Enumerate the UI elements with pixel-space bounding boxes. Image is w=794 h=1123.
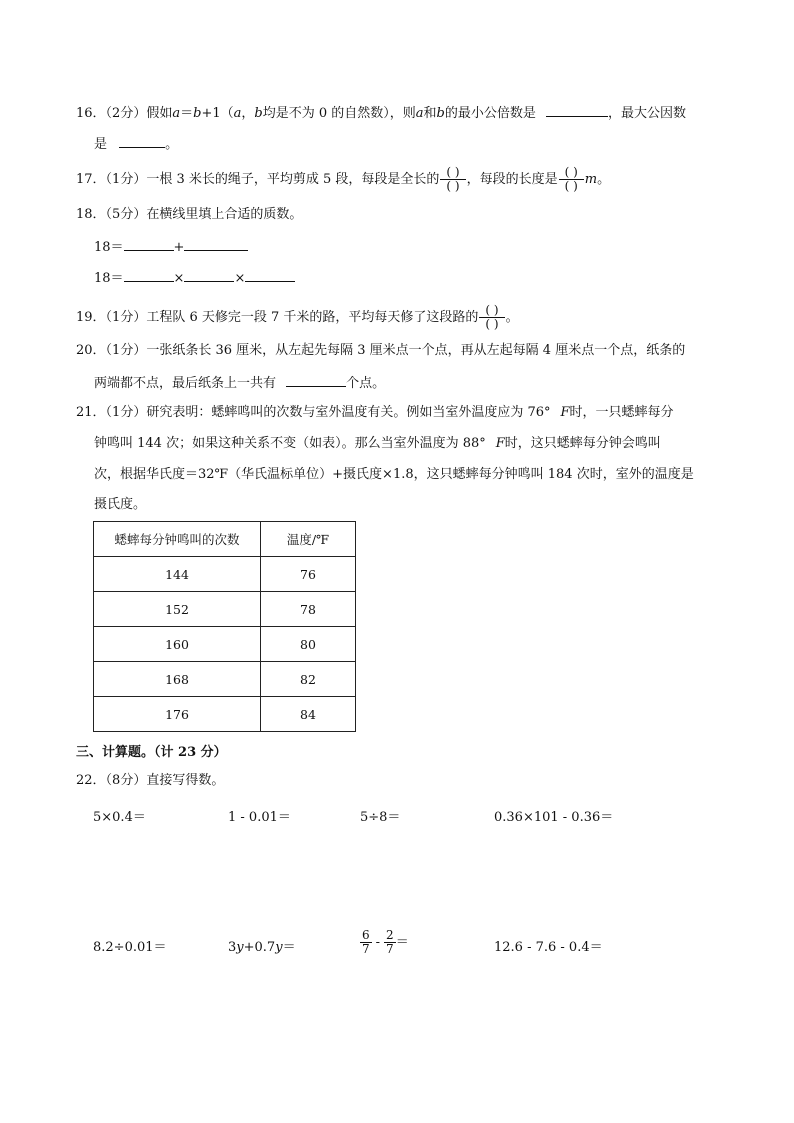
table-cell: 152 xyxy=(94,592,261,627)
table-header: 蟋蟀每分钟鸣叫的次数 xyxy=(94,522,261,557)
q16-plus1: +1（ xyxy=(201,106,234,121)
denominator-blank[interactable]: ( ) xyxy=(564,179,578,193)
question-19 xyxy=(76,304,519,331)
unit-F: F xyxy=(560,405,570,420)
question-16-line2 xyxy=(94,135,178,153)
answer-blank[interactable] xyxy=(184,269,234,282)
question-20-line1 xyxy=(76,343,685,359)
table-cell: 84 xyxy=(261,697,356,732)
q18-row1-lhs: 18＝ xyxy=(94,240,124,255)
var-a: a xyxy=(172,106,181,121)
table-row xyxy=(94,697,356,732)
var-y: y xyxy=(236,940,244,955)
calc-plus: +0.7 xyxy=(243,940,276,955)
denominator: 7 xyxy=(386,942,394,956)
table-row xyxy=(94,662,356,697)
table-cell: 160 xyxy=(94,627,261,662)
question-18 xyxy=(76,207,302,223)
question-21-line2 xyxy=(94,436,661,452)
q21-line3: 次，根据华氏度＝32℉（华氏温标单位）+摄氏度×1.8，这只蟋蟀每分钟鸣叫 184 次时，室外的温度是 xyxy=(94,467,694,482)
q16-condition: 均是不为 0 的自然数），则 xyxy=(262,106,416,121)
q19-text: 19．（1分）工程队 6 天修完一段 7 千米的路，平均每天修了这段路的 xyxy=(76,310,479,325)
fraction-blank[interactable] xyxy=(479,304,504,331)
answer-blank[interactable] xyxy=(286,374,346,387)
q17-text1: 17．（1分）一根 3 米长的绳子，平均剪成 5 段，每段是全长的 xyxy=(76,172,440,187)
numerator-blank[interactable]: ( ) xyxy=(440,166,465,180)
question-21-line3 xyxy=(94,467,694,483)
table-row xyxy=(94,592,356,627)
var-a: a xyxy=(415,106,424,121)
calc-item: 5×0.4＝ xyxy=(93,810,146,825)
minus-sign: - xyxy=(375,935,381,950)
plus-sign: + xyxy=(173,240,185,255)
fraction-blank[interactable] xyxy=(440,166,465,193)
question-20-line2 xyxy=(94,374,385,392)
calc-eq: ＝ xyxy=(395,935,409,950)
q19-end: 。 xyxy=(505,310,519,325)
answer-blank[interactable] xyxy=(124,269,174,282)
table-row xyxy=(94,557,356,592)
numerator: 6 xyxy=(362,928,370,942)
calc-item: 1 - 0.01＝ xyxy=(228,810,291,825)
times-sign: × xyxy=(234,271,246,286)
answer-blank[interactable] xyxy=(245,269,295,282)
q16-eq: ＝ xyxy=(180,106,194,121)
calc-coef: 3 xyxy=(228,940,237,955)
answer-blank-gcd[interactable] xyxy=(119,135,165,148)
answer-blank[interactable] xyxy=(184,238,248,251)
section-heading: 三、计算题。（计 23 分） xyxy=(76,745,227,760)
table-cell: 76 xyxy=(261,557,356,592)
q20-line2b: 个点。 xyxy=(346,376,386,391)
var-b: b xyxy=(193,106,202,121)
table-cell: 80 xyxy=(261,627,356,662)
denominator-blank[interactable]: ( ) xyxy=(485,317,499,331)
q16-prefix: 16．（2分）假如 xyxy=(76,106,173,121)
q16-and: 和 xyxy=(423,106,437,121)
question-16-line1 xyxy=(76,104,686,122)
answer-blank-lcm[interactable] xyxy=(546,104,608,117)
q18-row2 xyxy=(94,269,295,287)
question-22 xyxy=(76,773,224,789)
q18-row2-lhs: 18＝ xyxy=(94,271,124,286)
q22-text: 22．（8分）直接写得数。 xyxy=(76,773,225,788)
q20-line1: 20．（1分）一张纸条长 36 厘米，从左起先每隔 3 厘米点一个点，再从左起每隔 4 厘米点一个点，纸条的 xyxy=(76,343,686,358)
fraction-blank[interactable] xyxy=(559,166,584,193)
calc-item xyxy=(228,936,296,955)
question-17 xyxy=(76,166,610,193)
var-b: b xyxy=(436,106,445,121)
denominator-blank[interactable]: ( ) xyxy=(446,179,460,193)
table-cell: 82 xyxy=(261,662,356,697)
q21-line2b: 时，这只蟋蟀每分钟会鸣叫 xyxy=(504,436,661,451)
q16-line2-prefix: 是 xyxy=(94,137,108,152)
calc-item: 5÷8＝ xyxy=(360,810,401,825)
var-b: b xyxy=(254,106,263,121)
fraction xyxy=(360,929,372,956)
q17-text2: ，每段的长度是 xyxy=(466,172,558,187)
fraction xyxy=(384,929,396,956)
q17-end: 。 xyxy=(597,172,611,187)
calc-item: 12.6 - 7.6 - 0.4＝ xyxy=(494,940,603,955)
calc-eq: ＝ xyxy=(282,940,296,955)
q21-line4: 摄氏度。 xyxy=(94,497,147,512)
q21-line1b: 时，一只蟋蟀每分 xyxy=(569,405,674,420)
q18-row1 xyxy=(94,238,248,256)
times-sign: × xyxy=(173,271,185,286)
table-header: 温度/℉ xyxy=(261,522,356,557)
q16-line2-suffix: 。 xyxy=(165,137,179,152)
answer-blank[interactable] xyxy=(124,238,174,251)
table-cell: 168 xyxy=(94,662,261,697)
numerator-blank[interactable]: ( ) xyxy=(479,304,504,318)
q21-line2a: 钟鸣叫 144 次；如果这种关系不变（如表）。那么当室外温度为 88° xyxy=(94,436,486,451)
q16-lcm-text: 的最小公倍数是 xyxy=(444,106,536,121)
table-cell: 176 xyxy=(94,697,261,732)
table-header-row xyxy=(94,522,356,557)
table-cell: 78 xyxy=(261,592,356,627)
var-y: y xyxy=(275,940,283,955)
question-21-line4 xyxy=(94,497,146,513)
table-cell: 144 xyxy=(94,557,261,592)
q21-line1a: 21．（1分）研究表明：蟋蟀鸣叫的次数与室外温度有关。例如当室外温度应为 76° xyxy=(76,405,551,420)
q18-text: 18．（5分）在横线里填上合适的质数。 xyxy=(76,207,303,222)
var-a: a xyxy=(233,106,242,121)
q20-line2a: 两端都不点，最后纸条上一共有 xyxy=(94,376,277,391)
denominator: 7 xyxy=(362,942,370,956)
question-21-line1 xyxy=(76,405,674,421)
numerator: 2 xyxy=(386,928,394,942)
unit-F: F xyxy=(495,436,505,451)
q16-comma: ， xyxy=(241,106,255,121)
unit-m: m xyxy=(584,172,598,187)
calc-item-fraction xyxy=(360,929,409,956)
numerator-blank[interactable]: ( ) xyxy=(559,166,584,180)
q16-gcd-text: ，最大公因数 xyxy=(608,106,687,121)
calc-item: 8.2÷0.01＝ xyxy=(93,940,167,955)
calc-item: 0.36×101 - 0.36＝ xyxy=(494,810,614,825)
table-row xyxy=(94,627,356,662)
cricket-temperature-table xyxy=(93,521,356,732)
